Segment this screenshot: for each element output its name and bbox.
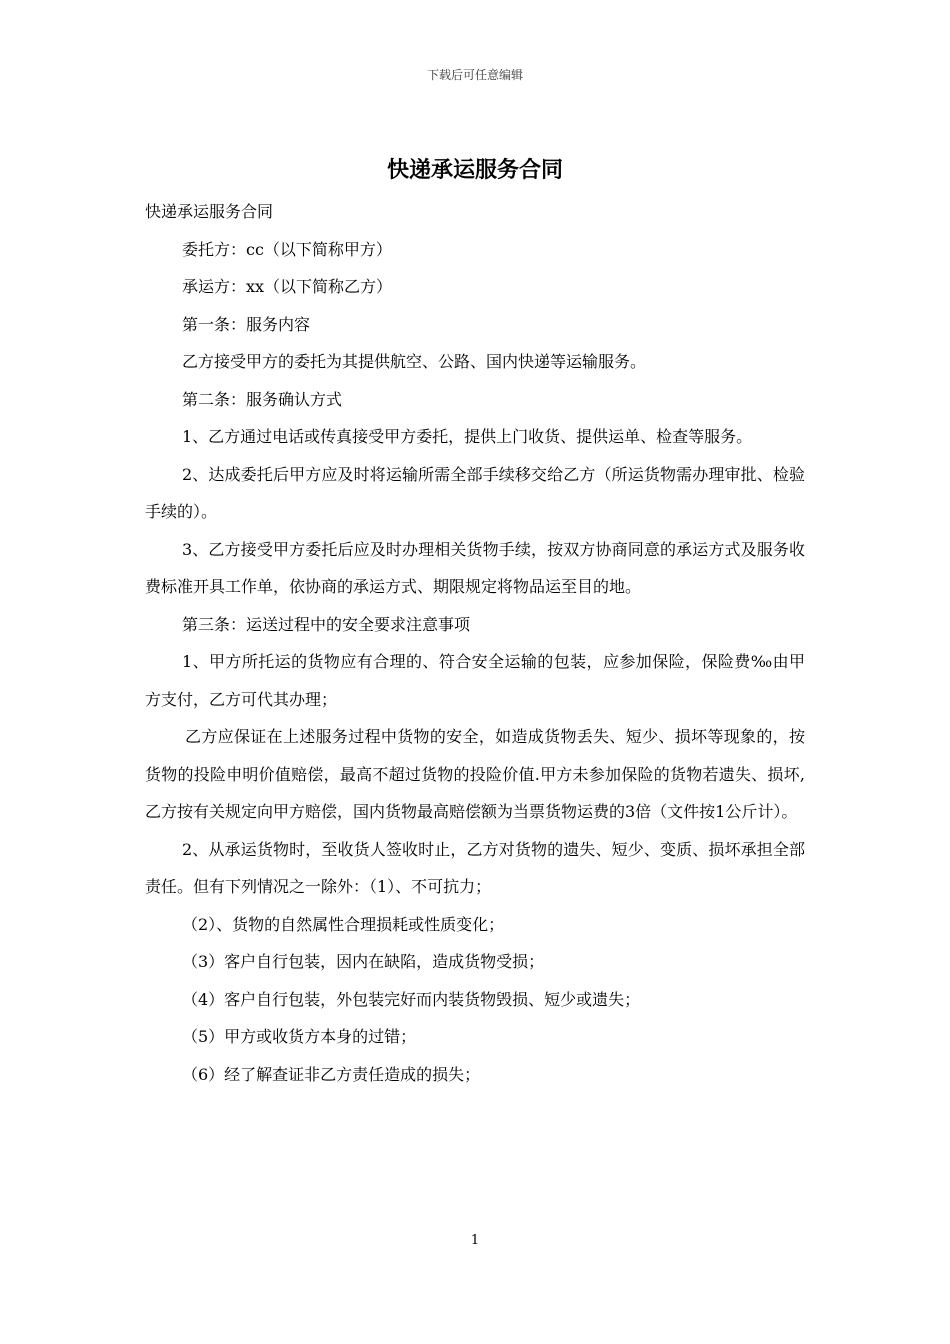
paragraph-exception-5: （5）甲方或收货方本身的过错； [182, 1027, 417, 1046]
paragraph-article-2-item-3: 3、乙方接受甲方委托后应及时办理相关货物手续，按双方协商同意的承运方式及服务收费标准开具工作单，依协商的承运方式、期限规定将物品运至目的地。 [145, 539, 805, 596]
paragraph-article-3-heading: 第三条：运送过程中的安全要求注意事项 [182, 614, 471, 634]
paragraph-article-1-heading: 第一条：服务内容 [182, 314, 311, 334]
paragraph-article-1-body: 乙方接受甲方的委托为其提供航空、公路、国内快递等运输服务。 [182, 352, 647, 371]
paragraph-article-2-heading: 第二条：服务确认方式 [182, 389, 343, 409]
paragraph-article-2-item-2: 2、达成委托后甲方应及时将运输所需全部手续移交给乙方（所运货物需办理审批、检验手续的）。 [145, 464, 805, 521]
paragraph-exception-6: （6）经了解查证非乙方责任造成的损失； [182, 1064, 481, 1084]
document-body [145, 193, 805, 1093]
document-title: 快递承运服务合同 [386, 157, 563, 183]
paragraph-article-3-item-1: 1、甲方所托运的货物应有合理的、符合安全运输的包装，应参加保险，保险费‰由甲方支付，乙方可代其办理； [145, 652, 805, 709]
paragraph-article-2-item-1: 1、乙方通过电话或传真接受甲方委托，提供上门收货、提供运单、检查等服务。 [182, 427, 753, 446]
paragraph-exception-4: （4）客户自行包装，外包装完好而内装货物毁损、短少或遗失； [182, 989, 641, 1009]
paragraph-article-3-compensation: 乙方应保证在上述服务过程中货物的安全，如造成货物丢失、短少、损坏等现象的，按货物的投险申明价值赔偿，最高不超过货物的投险价值.甲方未参加保险的货物若遗失、损坏,乙方按有关规定向甲方赔偿，国内货物最高赔偿额为当票货物运费的3倍（文件按1公斤计）。 [145, 727, 805, 821]
paragraph-article-3-item-2: 2、从承运货物时，至收货人签收时止，乙方对货物的遗失、短少、变质、损坏承担全部责任。但有下列情况之一除外：（1）、不可抗力； [145, 839, 805, 896]
paragraph-party-b: 承运方：xx（以下简称乙方） [182, 277, 393, 296]
header-note: 下载后可任意编辑 [426, 68, 523, 82]
paragraph-exception-3: （3）客户自行包装，因内在缺陷，造成货物受损； [182, 952, 545, 971]
page-number: 1 [470, 1233, 480, 1248]
paragraph-subtitle: 快递承运服务合同 [145, 202, 274, 221]
paragraph-exception-2: （2）、货物的自然属性合理损耗或性质变化； [182, 914, 505, 934]
paragraph-party-a: 委托方：cc（以下简称甲方） [182, 239, 392, 259]
